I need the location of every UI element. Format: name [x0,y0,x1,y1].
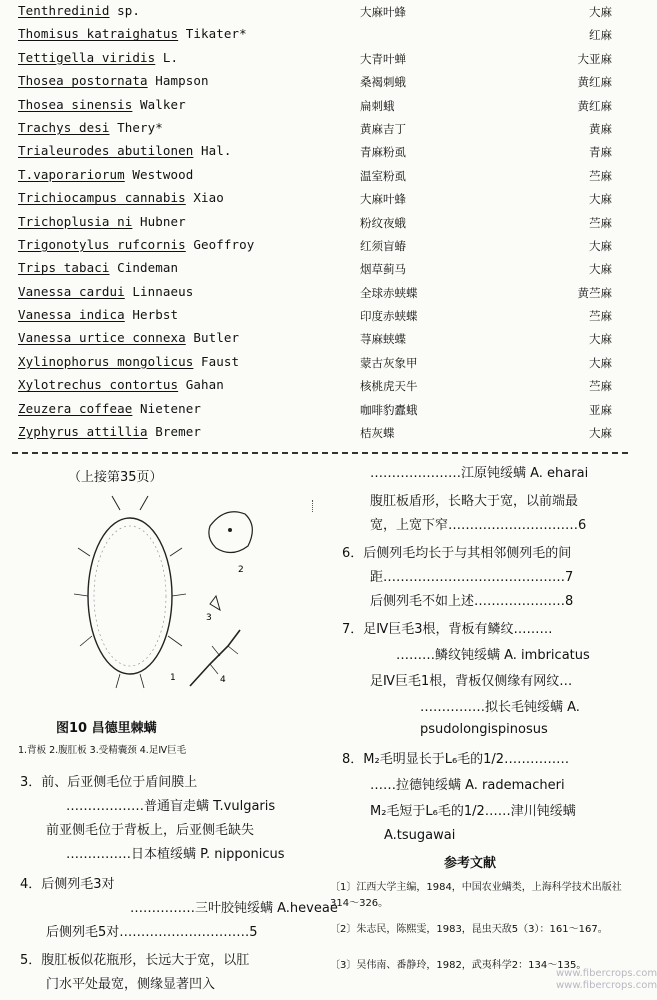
key-line: 5．腹肛板似花瓶形，长远大于宽，以肛 [20,953,250,968]
scientific-name-main: Vanessa urtice connexa [18,330,186,346]
key-line: 后侧列毛5对…………………………5 [46,925,258,940]
key-line: ………鳞纹钝绥螨 A. imbricatus [396,648,590,663]
scientific-name-author: L. [155,49,179,65]
figure-label-2: 2 [238,565,244,575]
scientific-name [18,377,224,392]
scientific-name-author: Walker [132,96,186,112]
chinese-name: 黄麻吉丁 [360,121,406,136]
scientific-name [18,50,178,65]
key-line: 3．前、后亚侧毛位于盾间膜上 [20,775,198,790]
scientific-name-main: Trips tabaci [18,260,110,276]
figure-caption: 图10 昌德里棘螨 [56,721,157,736]
species-row [0,374,640,397]
scientific-name-author: Geoffroy [185,236,255,252]
key-line: 前亚侧毛位于背板上，后亚侧毛缺失 [46,823,255,838]
scientific-name-main: Trialeurodes abutilonen [18,143,194,159]
scientific-name [18,260,178,275]
host-crop: 黄红麻 [577,98,612,113]
host-crop: 苎麻 [589,309,612,324]
figure-legend: 1.背板 2.腹肛板 3.受精囊颈 4.足Ⅳ巨毛 [18,745,187,756]
key-line: ………………普通盲走螨 T.vulgaris [66,799,276,814]
chinese-name: 桑褐刺蛾 [360,75,406,90]
key-line: 宽，上宽下窄…………………………6 [370,518,587,533]
chinese-name: 大麻叶蜂 [360,192,406,207]
key-line: 门水平处最宽，侧缘显著凹入 [46,977,216,992]
species-row [0,70,640,93]
figure-label-4: 4 [220,675,226,685]
host-crop: 大麻 [589,262,612,277]
key-line: 8．M₂毛明显长于L₆毛的1/2…………… [342,752,570,767]
scientific-name-author: Thery* [109,119,163,135]
key-line: psudolongispinosus [420,722,548,737]
chinese-name: 红须盲蝽 [360,238,406,253]
scientific-name [18,120,163,135]
scientific-name-author: Hal. [193,143,232,159]
species-row [0,211,640,234]
leg-drawing [190,630,240,686]
scientific-name-main: Tettigella viridis [18,49,156,65]
chinese-name: 荨麻蛱蝶 [360,332,406,347]
species-row [0,421,640,444]
scientific-name-author: Hampson [147,73,209,89]
species-table [0,0,640,444]
continued-note: （上接第35页） [68,470,163,485]
scientific-name-main: Zeuzera coffeae [18,400,133,416]
species-row [0,398,640,421]
scientific-name-main: Trichoplusia ni [18,213,133,229]
scientific-name-author: Herbst [124,307,179,323]
scientific-name [18,26,247,41]
scientific-name-main: Thomisus katraighatus [18,26,179,42]
species-row [0,351,640,374]
chinese-name: 全球赤蛱蝶 [360,285,418,300]
scientific-name [18,284,193,299]
scientific-name [18,354,239,369]
section-divider [12,452,628,454]
species-row [0,257,640,280]
scientific-name [18,143,232,158]
species-row [0,304,640,327]
scientific-name-author: Cindeman [109,260,179,276]
scientific-name-author: Nietener [132,400,202,416]
key-line: 距……………………………………7 [370,570,574,585]
references-title: 参考文献 [444,856,497,871]
chinese-name: 桔灰蝶 [360,426,395,441]
chinese-name: 粉纹夜蛾 [360,215,406,230]
scientific-name-main: T.vaporariorum [18,166,125,182]
species-row [0,94,640,117]
key-line: 7．足Ⅳ巨毛3根，背板有鳞纹……… [342,622,553,637]
scientific-name [18,97,186,112]
scientific-name [18,424,201,439]
scientific-name-author: Bremer [147,424,202,440]
reference-item: 〔2〕朱志民，陈熙雯，1983，昆虫天敌5（3）：161～167。 [330,924,608,935]
watermark-line-1: www.fibercrops.com [556,968,657,979]
host-crop: 青麻 [589,145,612,160]
key-line: 后侧列毛不如上述…………………8 [370,594,574,609]
scientific-name-author: sp. [109,3,141,18]
host-crop: 大麻 [589,332,612,347]
host-crop: 苎麻 [589,379,612,394]
scientific-name-main: Vanessa indica [18,307,125,323]
host-crop: 大麻 [589,355,612,370]
host-crop: 黄苎麻 [577,285,612,300]
scientific-name [18,3,140,18]
chinese-name: 咖啡豹蠹蛾 [360,402,418,417]
host-crop: 黄麻 [589,121,612,136]
scientific-name-main: Vanessa cardui [18,283,125,299]
scientific-name-author: Westwood [124,166,194,182]
scientific-name-main: Xylinophorus mongolicus [18,353,194,369]
scientific-name [18,237,254,252]
scientific-name [18,307,178,322]
chinese-name: 青麻粉虱 [360,145,406,160]
scientific-name-main: Trachys desi [18,119,110,135]
key-line: ……………日本植绥螨 P. nipponicus [66,847,285,862]
species-row [0,140,640,163]
key-line: ……………拟长毛钝绥螨 A. [420,700,580,715]
chinese-name: 蒙古灰象甲 [360,355,418,370]
species-row [0,23,640,46]
chinese-name: 烟草蓟马 [360,262,406,277]
key-line: ……拉德钝绥螨 A. rademacheri [370,778,565,793]
chinese-name: 大麻叶蜂 [360,5,406,19]
host-crop: 大麻 [589,192,612,207]
scientific-name-author: Butler [185,330,240,346]
scientific-name-author: Tikater* [178,26,247,42]
host-crop: 苎麻 [589,215,612,230]
scientific-name-main: Thosea postornata [18,73,148,89]
species-row [0,117,640,140]
species-row [0,187,640,210]
host-crop: 大麻 [589,5,612,19]
scientific-name [18,214,186,229]
host-crop: 大麻 [589,426,612,441]
chinese-name: 核桃虎天牛 [360,379,418,394]
spermatheca-drawing [210,596,220,610]
chinese-name: 扁刺蛾 [360,98,395,113]
species-row [0,327,640,350]
key-line: …………………江原钝绥螨 A. eharai [370,466,589,481]
dorsal-shield-drawing [88,518,172,674]
figure-label-1: 1 [170,673,176,683]
scientific-name-author: Gahan [178,377,224,393]
host-crop: 大亚麻 [577,51,612,66]
species-row [0,0,640,23]
species-row [0,281,640,304]
ventrianal-shield-drawing [209,512,252,553]
host-crop: 苎麻 [589,168,612,183]
watermark [556,968,657,992]
scientific-name-main: Tenthredinid [18,3,110,18]
key-line: A.tsugawai [384,828,456,843]
host-crop: 大麻 [589,238,612,253]
species-row [0,164,640,187]
species-row [0,47,640,70]
reference-item: 〔3〕吴伟南、番静玲，1982，武夷科学2：134～135。 [330,960,587,971]
chinese-name: 印度赤蛱蝶 [360,309,418,324]
key-line: M₂毛短于L₆毛的1/2……津川钝绥螨 [370,804,576,819]
column-mark [312,500,317,512]
figure-label-3: 3 [206,613,212,623]
key-line: ……………三叶胶钝绥螨 A.heveae [130,901,338,916]
scientific-name-main: Zyphyrus attillia [18,424,148,440]
host-crop: 黄红麻 [577,75,612,90]
key-line: 6．后侧列毛均长于与其相邻侧列毛的间 [342,546,572,561]
scientific-name-author: Xiao [185,190,224,206]
scientific-name-main: Thosea sinensis [18,96,133,112]
scientific-name [18,401,201,416]
key-line: 腹肛板盾形，长略大于宽，以前端最 [370,494,579,509]
scientific-name-author: Faust [193,353,240,369]
key-line: 4．后侧列毛3对 [20,877,115,892]
scientific-name [18,190,224,205]
scientific-name [18,330,239,345]
watermark-line-2: www.fibercrops.com [556,980,657,991]
scientific-name [18,167,193,182]
chinese-name: 温室粉虱 [360,168,406,183]
reference-item: 〔1〕江西大学主编，1984，中国农业螨类，上海科学技术出版社 314～326。 [330,882,622,909]
mite-figure [60,496,290,696]
host-crop: 红麻 [589,28,612,43]
chinese-name: 大青叶蝉 [360,51,406,66]
host-crop: 亚麻 [589,402,612,417]
scientific-name-author: Linnaeus [124,283,194,299]
scientific-name-main: Trichiocampus cannabis [18,190,186,206]
scientific-name-main: Trigonotylus rufcornis [18,236,186,252]
species-row [0,234,640,257]
scientific-name-author: Hubner [132,213,186,229]
key-line: 足Ⅳ巨毛1根，背板仅侧缘有网纹… [370,674,573,689]
scientific-name-main: Xylotrechus contortus [18,377,179,393]
scientific-name [18,73,209,88]
